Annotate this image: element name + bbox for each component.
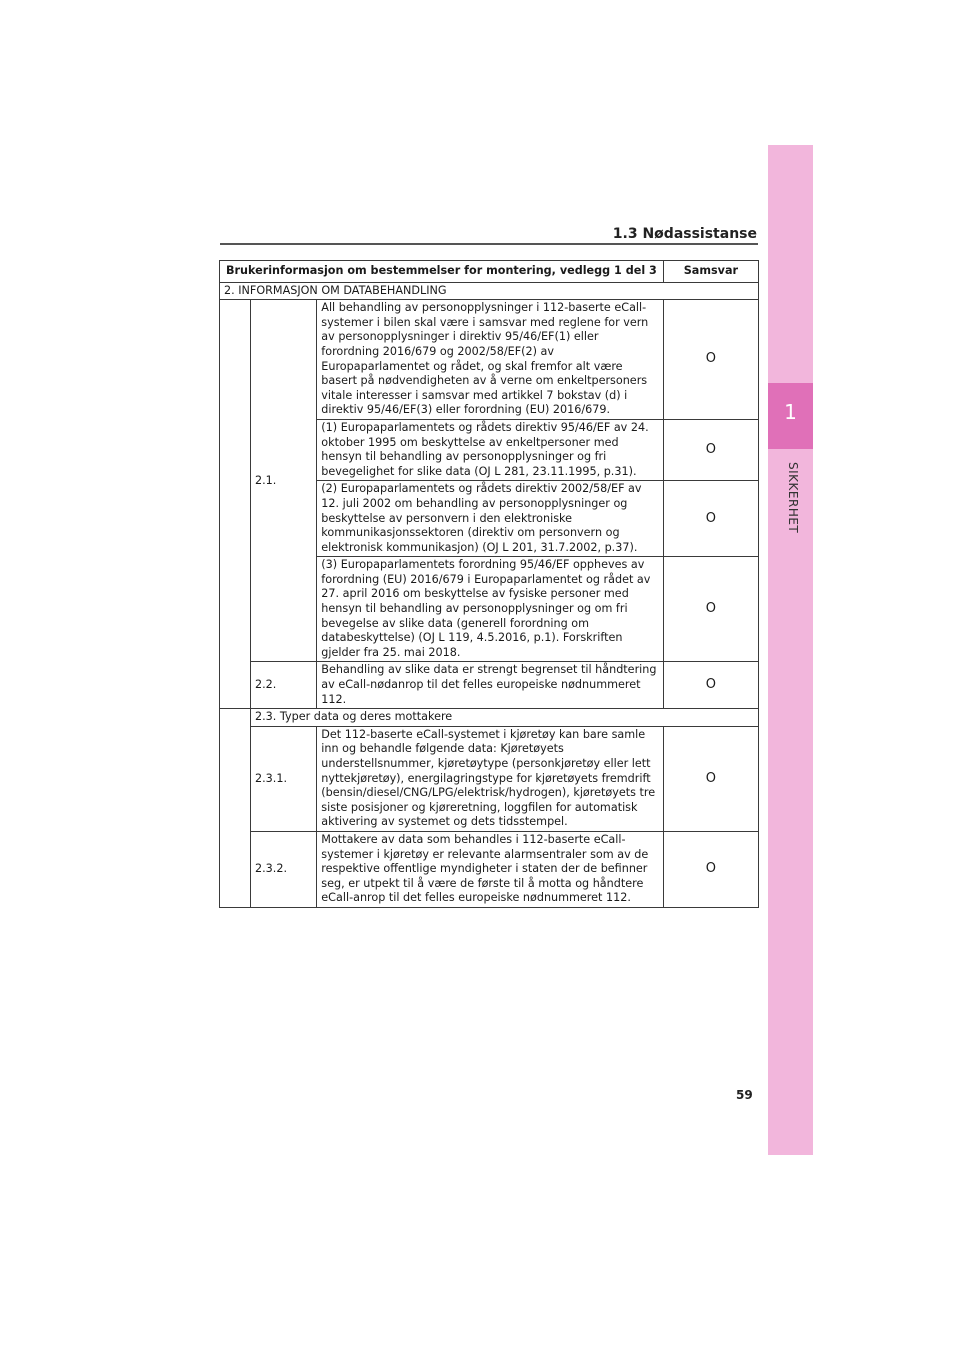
item-text: Behandling av slike data er strengt begrenset til håndtering av eCall-nødanrop til det felles europeiske nødnummeret 112.	[317, 662, 664, 709]
compliance-mark: O	[663, 726, 758, 831]
table-header-row	[220, 261, 759, 283]
compliance-mark: O	[663, 557, 758, 662]
subsection-heading: 2.3. Typer data og deres mottakere	[251, 709, 759, 727]
compliance-mark: O	[663, 662, 758, 709]
side-strip	[768, 145, 813, 1155]
section-title: 1.3 Nødassistanse	[612, 226, 757, 242]
item-text: (1) Europaparlamentets og rådets direktiv 95/46/EF av 24. oktober 1995 om beskyttelse av enkeltpersoner med hensyn til behandling av personopplysninger og fri bevegelighet for slike data (OJ L 281, 23.11.1995, p.31).	[317, 419, 664, 480]
item-number: 2.2.	[251, 662, 317, 709]
regulation-table	[219, 260, 759, 908]
item-number: 2.3.2.	[251, 831, 317, 907]
compliance-mark: O	[663, 300, 758, 420]
compliance-mark: O	[663, 419, 758, 480]
section-heading: 2. INFORMASJON OM DATABEHANDLING	[220, 282, 759, 300]
item-text: Det 112-baserte eCall-systemet i kjøretøy kan bare samle inn og behandle følgende data: Kjøretøyets understellsnummer, kjøretøytype (personkjøretøy eller lett nyttekjøretøy), energilagringstype for kjøretøyets fremdrift (bensin/diesel/CNG/LPG/elektrisk/hydrogen), kjøretøyets tre siste posisjoner og kjøreretning, loggfilen for automatisk aktivering av systemet og dets tidsstempel.	[317, 726, 664, 831]
column-header-info: Brukerinformasjon om bestemmelser for montering, vedlegg 1 del 3	[220, 261, 664, 283]
compliance-mark: O	[663, 831, 758, 907]
item-text: (3) Europaparlamentets forordning 95/46/EF oppheves av forordning (EU) 2016/679 i Europaparlamentet og rådet av 27. april 2016 om beskyttelse av fysiske personer med hensyn til behandling av personopplysninger og om fri bevegelse av slike data (generell forordning om databeskyttelse) (OJ L 119, 4.5.2016, p.1). Forskriften gjelder fra 25. mai 2018.	[317, 557, 664, 662]
table-row	[220, 282, 759, 300]
table-row	[220, 726, 759, 831]
table-row	[220, 300, 759, 420]
item-number: 2.3.1.	[251, 726, 317, 831]
table-row	[220, 662, 759, 709]
header-divider	[220, 243, 758, 245]
page-number: 59	[736, 1088, 753, 1102]
item-text: Mottakere av data som behandles i 112-baserte eCall-systemer i kjøretøy er relevante alarmsentraler som av de respektive offentlige myndigheter i staten der de befinner seg, er utpekt til å være de første til å motta og håndtere eCall-anrop til det felles europeiske nødnummeret 112.	[317, 831, 664, 907]
item-number: 2.1.	[251, 300, 317, 662]
chapter-label: SIKKERHET	[786, 462, 800, 534]
table-row	[220, 709, 759, 727]
chapter-number: 1	[784, 400, 797, 424]
item-text: (2) Europaparlamentets og rådets direktiv 2002/58/EF av 12. juli 2002 om behandling av personopplysninger og beskyttelse av personvern i den elektroniske kommunikasjonssektoren (direktiv om personvern og elektronisk kommunikasjon) (OJ L 201, 31.7.2002, p.37).	[317, 481, 664, 557]
item-text: All behandling av personopplysninger i 112-baserte eCall-systemer i bilen skal være i samsvar med reglene for vern av personopplysninger i direktiv 95/46/EF(1) eller forordning 2016/679 og 2002/58/EF(2) av Europaparlamentet og rådet, og skal fremfor alt være basert på nødvendigheten av å verne om enkeltpersoners vitale interesser i samsvar med artikkel 7 bokstav (d) i direktiv 95/46/EF(3) eller forordning (EU) 2016/679.	[317, 300, 664, 420]
table-row	[220, 831, 759, 907]
indent-cell	[220, 300, 251, 709]
column-header-compliance: Samsvar	[663, 261, 758, 283]
indent-cell	[220, 709, 251, 908]
compliance-mark: O	[663, 481, 758, 557]
